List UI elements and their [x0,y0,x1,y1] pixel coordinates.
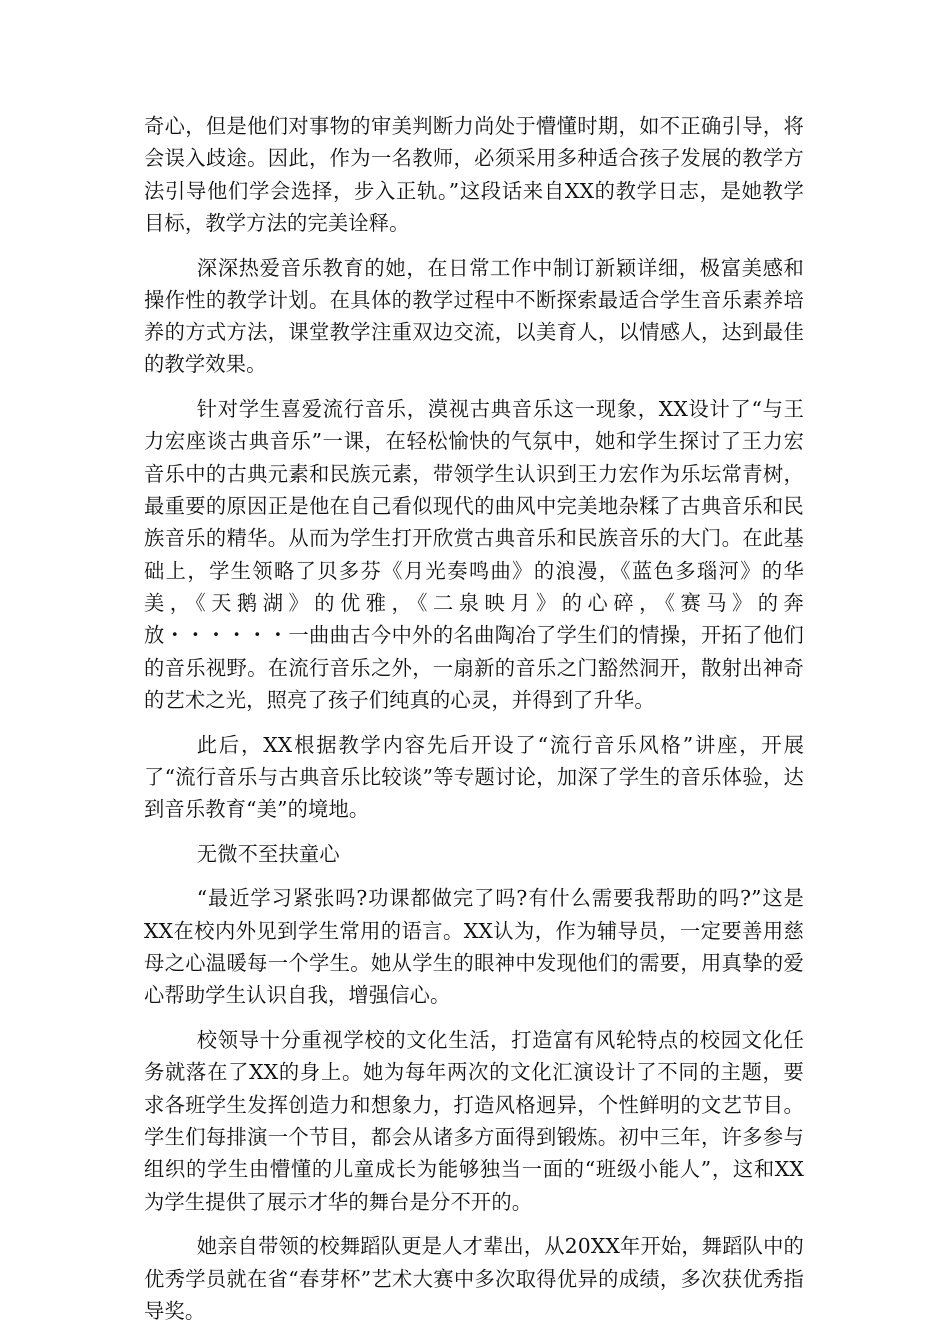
paragraph-2: 深深热爱音乐教育的她，在日常工作中制订新颖详细，极富美感和操作性的教学计划。在具体的教学过程中不断探索最适合学生音乐素养培养的方式方法，课堂教学注重双边交流，以美育人，以情感人，达到最佳的教学效果。 [144,255,804,377]
paragraph-7: 她亲自带领的校舞蹈队更是人才辈出，从20XX年开始，舞蹈队中的优秀学员就在省“春芽杯”艺术大赛中多次取得优异的成绩，多次获优秀指导奖。 [144,1234,804,1323]
document-body [144,110,804,1340]
section-heading: 无微不至扶童心 [196,841,340,866]
paragraph-6: 校领导十分重视学校的文化生活，打造富有风轮特点的校园文化任务就落在了XX的身上。她为每年两次的文化汇演设计了不同的主题，要求各班学生发挥创造力和想象力，打造风格迥异，个性鲜明的文艺节目。学生们每排演一个节目，都会从诸多方面得到锻炼。初中三年，许多参与组织的学生由懵懂的儿童成长为能够独当一面的“班级小能人”，这和XX为学生提供了展示才华的舞台是分不开的。 [144,1028,804,1214]
paragraph-5: “最近学习紧张吗?功课都做完了吗?有什么需要我帮助的吗?”这是XX在校内外见到学生常用的语言。XX认为，作为辅导员，一定要善用慈母之心温暖每一个学生。她从学生的眼神中发现他们的需要，用真挚的爱心帮助学生认识自我，增强信心。 [144,886,804,1008]
paragraph-4: 此后，XX根据教学内容先后开设了“流行音乐风格”讲座，开展了“流行音乐与古典音乐比较谈”等专题讨论，加深了学生的音乐体验，达到音乐教育“美”的境地。 [144,732,804,822]
paragraph-3: 针对学生喜爱流行音乐，漠视古典音乐这一现象，XX设计了“与王力宏座谈古典音乐”一课，在轻松愉快的气氛中，她和学生探讨了王力宏音乐中的古典元素和民族元素，带领学生认识到王力宏作为乐坛常青树，最重要的原因正是他在自己看似现代的曲风中完美地杂糅了古典音乐和民族音乐的精华。从而为学生打开欣赏古典音乐和民族音乐的大门。在此基础上，学生领略了贝多芬《月光奏鸣曲》的浪漫，《蓝色多瑙河》的华美，《天鹅湖》的优雅，《二泉映月》的心碎，《赛马》的奔放・・・・・・一曲曲古今中外的名曲陶冶了学生们的情操，开拓了他们的音乐视野。在流行音乐之外，一扇新的音乐之门豁然洞开，散射出神奇的艺术之光，照亮了孩子们纯真的心灵，并得到了升华。 [144,397,804,712]
paragraph-1: 奇心，但是他们对事物的审美判断力尚处于懵懂时期，如不正确引导，将会误入歧途。因此，作为一名教师，必须采用多种适合孩子发展的教学方法引导他们学会选择，步入正轨。”这段话来自XX的教学日志，是她教学目标，教学方法的完美诠释。 [144,114,804,235]
